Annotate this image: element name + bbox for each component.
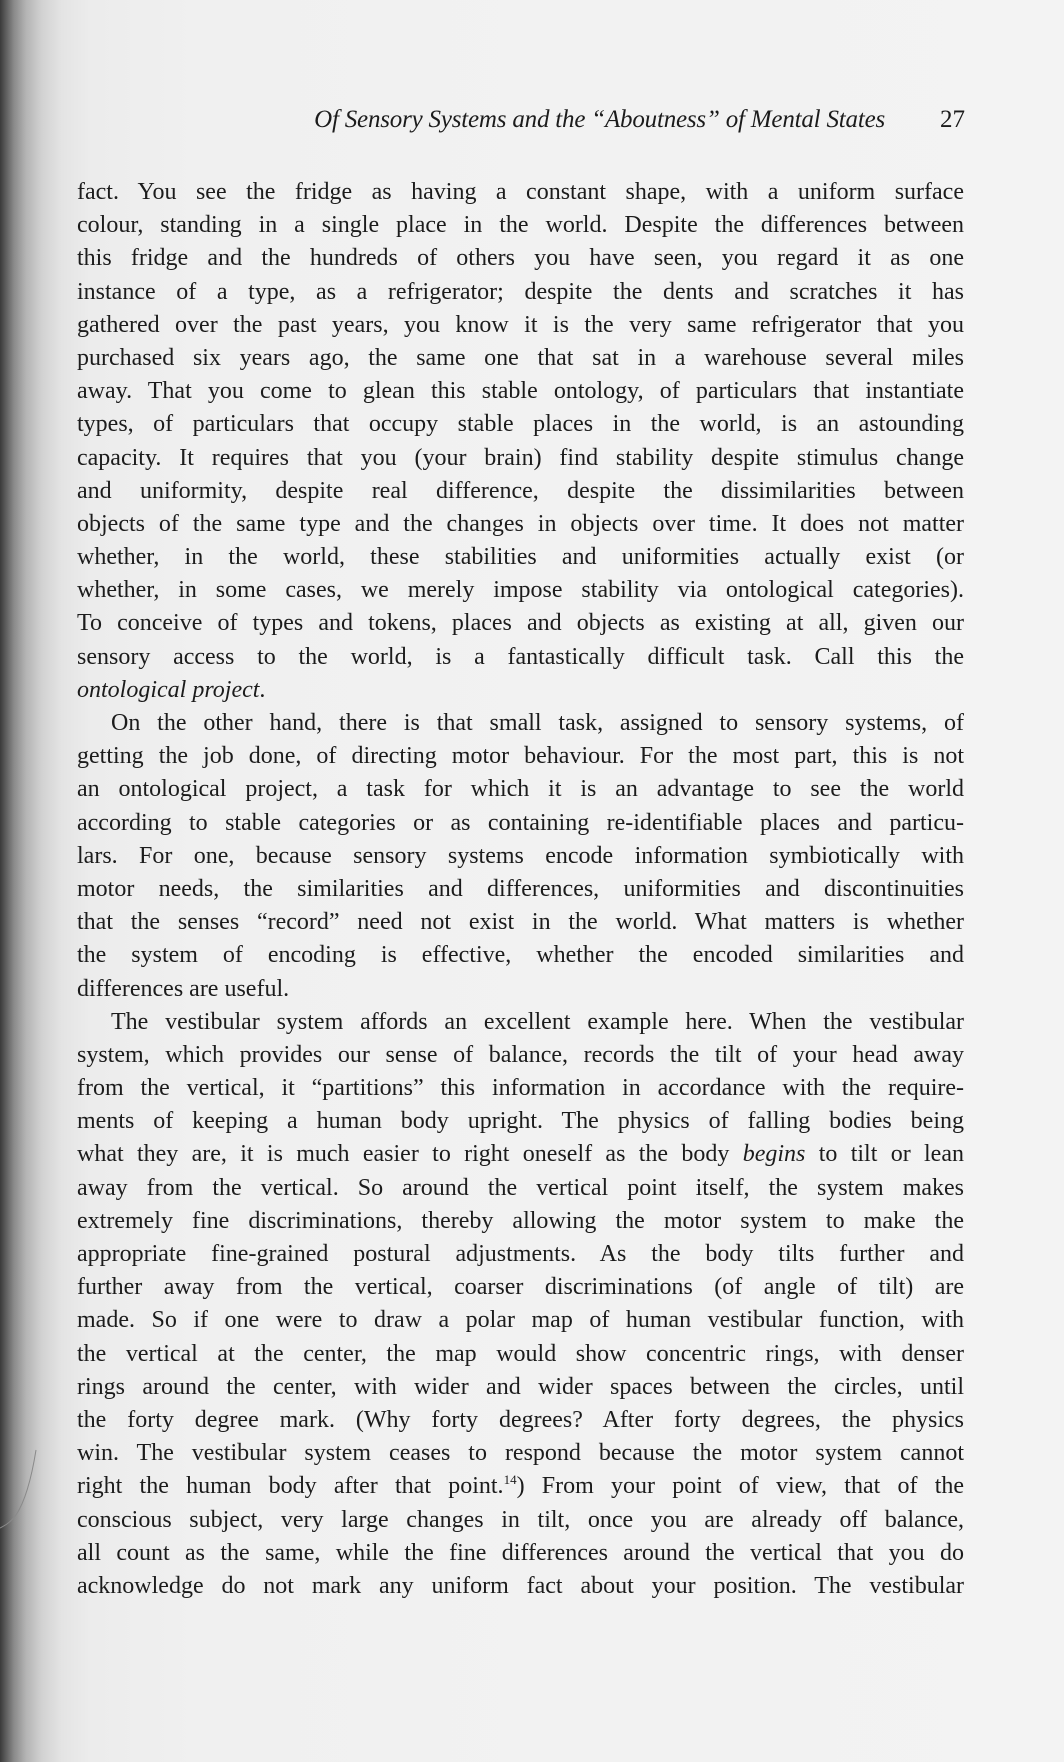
text-line: system, which provides our sense of balance, records the tilt of your head away bbox=[77, 1041, 964, 1068]
body-text bbox=[77, 176, 964, 1603]
text-run: what they are, it is much easier to right oneself as the body bbox=[77, 1141, 743, 1168]
text-line: conscious subject, very large changes in tilt, once you are already off balance, bbox=[77, 1506, 964, 1533]
punctuation: . bbox=[259, 676, 266, 703]
text-line: an ontological project, a task for which it is an advantage to see the world bbox=[77, 776, 964, 803]
text-line: according to stable categories or as containing re-identifiable places and particu- bbox=[77, 809, 964, 836]
text-line: away. That you come to glean this stable ontology, of particulars that instantiate bbox=[77, 378, 964, 405]
text-line: from the vertical, it “partitions” this information in accordance with the require- bbox=[77, 1075, 964, 1102]
italic-term: ontological project bbox=[77, 676, 260, 703]
text-line bbox=[77, 674, 964, 707]
paragraph-3 bbox=[77, 1006, 964, 1603]
text-run: to tilt or lean bbox=[805, 1141, 964, 1168]
text-line: sensory access to the world, is a fantastically difficult task. Call this the bbox=[77, 643, 964, 670]
text-line: The vestibular system affords an excellent example here. When the vestibular bbox=[111, 1008, 964, 1035]
text-line: On the other hand, there is that small task, assigned to sensory systems, of bbox=[111, 710, 964, 736]
footnote-marker[interactable]: 14 bbox=[503, 1472, 517, 1488]
text-line: the vertical at the center, the map would show concentric rings, with denser bbox=[77, 1340, 964, 1367]
text-line: colour, standing in a single place in the world. Despite the differences between bbox=[77, 212, 964, 239]
text-line: the system of encoding is effective, whether the encoded similarities and bbox=[77, 942, 964, 969]
page-number: 27 bbox=[940, 106, 965, 133]
text-line: lars. For one, because sensory systems encode information symbiotically with bbox=[77, 842, 964, 869]
text-line: further away from the vertical, coarser discriminations (of angle of tilt) are bbox=[77, 1274, 964, 1301]
text-line: differences are useful. bbox=[77, 975, 290, 1002]
paragraph-1 bbox=[77, 176, 964, 707]
text-line: rings around the center, with wider and wider spaces between the circles, until bbox=[77, 1373, 964, 1400]
text-line: capacity. It requires that you (your brain) find stability despite stimulus change bbox=[77, 444, 964, 471]
text-line: win. The vestibular system ceases to respond because the motor system cannot bbox=[77, 1440, 964, 1467]
text-line: whether, in some cases, we merely impose stability via ontological categories). bbox=[77, 577, 964, 604]
text-run: right the human body after that point. bbox=[77, 1473, 504, 1500]
text-line: extremely fine discriminations, thereby allowing the motor system to make the bbox=[77, 1207, 964, 1234]
running-head bbox=[240, 106, 965, 140]
text-line: appropriate fine-grained postural adjustments. As the body tilts further and bbox=[77, 1241, 964, 1267]
text-line: fact. You see the fridge as having a constant shape, with a uniform surface bbox=[77, 179, 964, 205]
text-line: motor needs, the similarities and differences, uniformities and discontinuities bbox=[77, 875, 964, 902]
text-line: ments of keeping a human body upright. The physics of falling bodies being bbox=[77, 1108, 964, 1135]
text-run: ) From your point of view, that of the bbox=[516, 1473, 965, 1500]
text-line: gathered over the past years, you know it is the very same refrigerator that you bbox=[77, 311, 964, 338]
pencil-mark-icon bbox=[0, 1430, 40, 1550]
text-line: acknowledge do not mark any uniform fact about your position. The vestibular bbox=[77, 1572, 964, 1599]
running-head-title: Of Sensory Systems and the “Aboutness” of Mental States bbox=[314, 106, 885, 133]
text-line: that the senses “record” need not exist in the world. What matters is whether bbox=[77, 909, 964, 936]
text-line: purchased six years ago, the same one that sat in a warehouse several miles bbox=[77, 344, 964, 371]
text-line: the forty degree mark. (Why forty degrees? After forty degrees, the physics bbox=[77, 1406, 964, 1433]
text-line: objects of the same type and the changes in objects over time. It does not matter bbox=[77, 510, 964, 537]
paragraph-2 bbox=[77, 707, 964, 1006]
text-line: whether, in the world, these stabilities and uniformities actually exist (or bbox=[77, 544, 964, 571]
text-line: To conceive of types and tokens, places and objects as existing at all, given our bbox=[77, 610, 964, 637]
text-line: getting the job done, of directing motor behaviour. For the most part, this is not bbox=[77, 743, 964, 770]
text-line: instance of a type, as a refrigerator; despite the dents and scratches it has bbox=[77, 278, 964, 305]
italic-term: begins bbox=[742, 1141, 806, 1168]
text-line: this fridge and the hundreds of others you have seen, you regard it as one bbox=[77, 245, 964, 272]
text-line bbox=[77, 1470, 964, 1503]
text-line: away from the vertical. So around the vertical point itself, the system makes bbox=[77, 1174, 964, 1201]
text-line: types, of particulars that occupy stable places in the world, is an astounding bbox=[77, 411, 964, 438]
text-line: made. So if one were to draw a polar map of human vestibular function, with bbox=[77, 1307, 964, 1334]
text-line: all count as the same, while the fine differences around the vertical that you do bbox=[77, 1539, 964, 1566]
text-line: and uniformity, despite real difference, despite the dissimilarities between bbox=[77, 477, 964, 504]
text-line bbox=[77, 1138, 964, 1171]
